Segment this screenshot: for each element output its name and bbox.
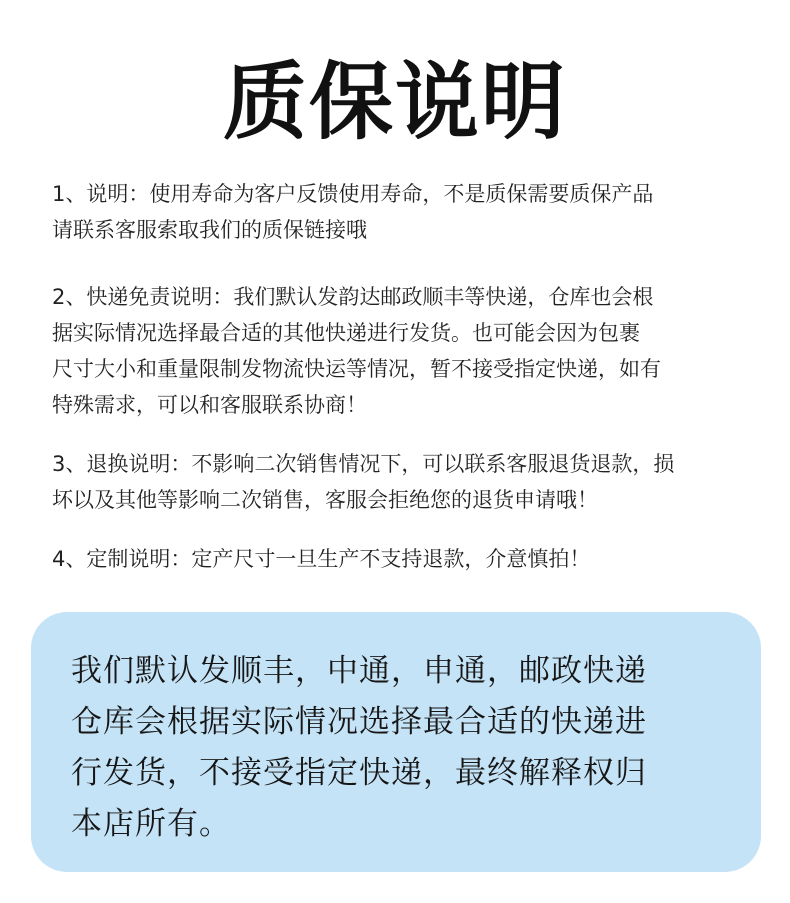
section-custom-order [52,541,752,577]
shipping-notice-box [31,612,761,872]
page-title: 质保说明 [222,53,567,151]
section-line: 坏以及其他等影响二次销售，客服会拒绝您的退货申请哦！ [52,488,598,512]
section-line: 请联系客服索取我们的质保链接哦 [52,218,367,242]
shipping-notice-text [71,646,731,850]
section-line: 据实际情况选择最合适的其他快递进行发货。也可能会因为包裹 [52,321,640,345]
notice-line: 仓库会根据实际情况选择最合适的快递进 [71,704,647,740]
notice-line: 本店所有。 [71,806,231,842]
section-warranty-note [52,176,752,248]
section-return-policy [52,446,752,518]
section-line: 2、快递免责说明：我们默认发韵达邮政顺丰等快递，仓库也会根 [52,285,654,309]
notice-line: 我们默认发顺丰，中通，申通，邮政快递 [71,653,647,689]
section-line: 4、定制说明：定产尺寸一旦生产不支持退款，介意慎拍！ [52,547,591,571]
notice-line: 行发货，不接受指定快递，最终解释权归 [71,755,647,791]
section-line: 特殊需求，可以和客服联系协商！ [52,393,367,417]
section-line: 尺寸大小和重量限制发物流快运等情况，暂不接受指定快递，如有 [52,357,661,381]
section-shipping-disclaimer [52,279,752,423]
section-line: 1、说明：使用寿命为客户反馈使用寿命，不是质保需要质保产品 [52,182,654,206]
section-line: 3、退换说明：不影响二次销售情况下，可以联系客服退货退款，损 [52,452,675,476]
